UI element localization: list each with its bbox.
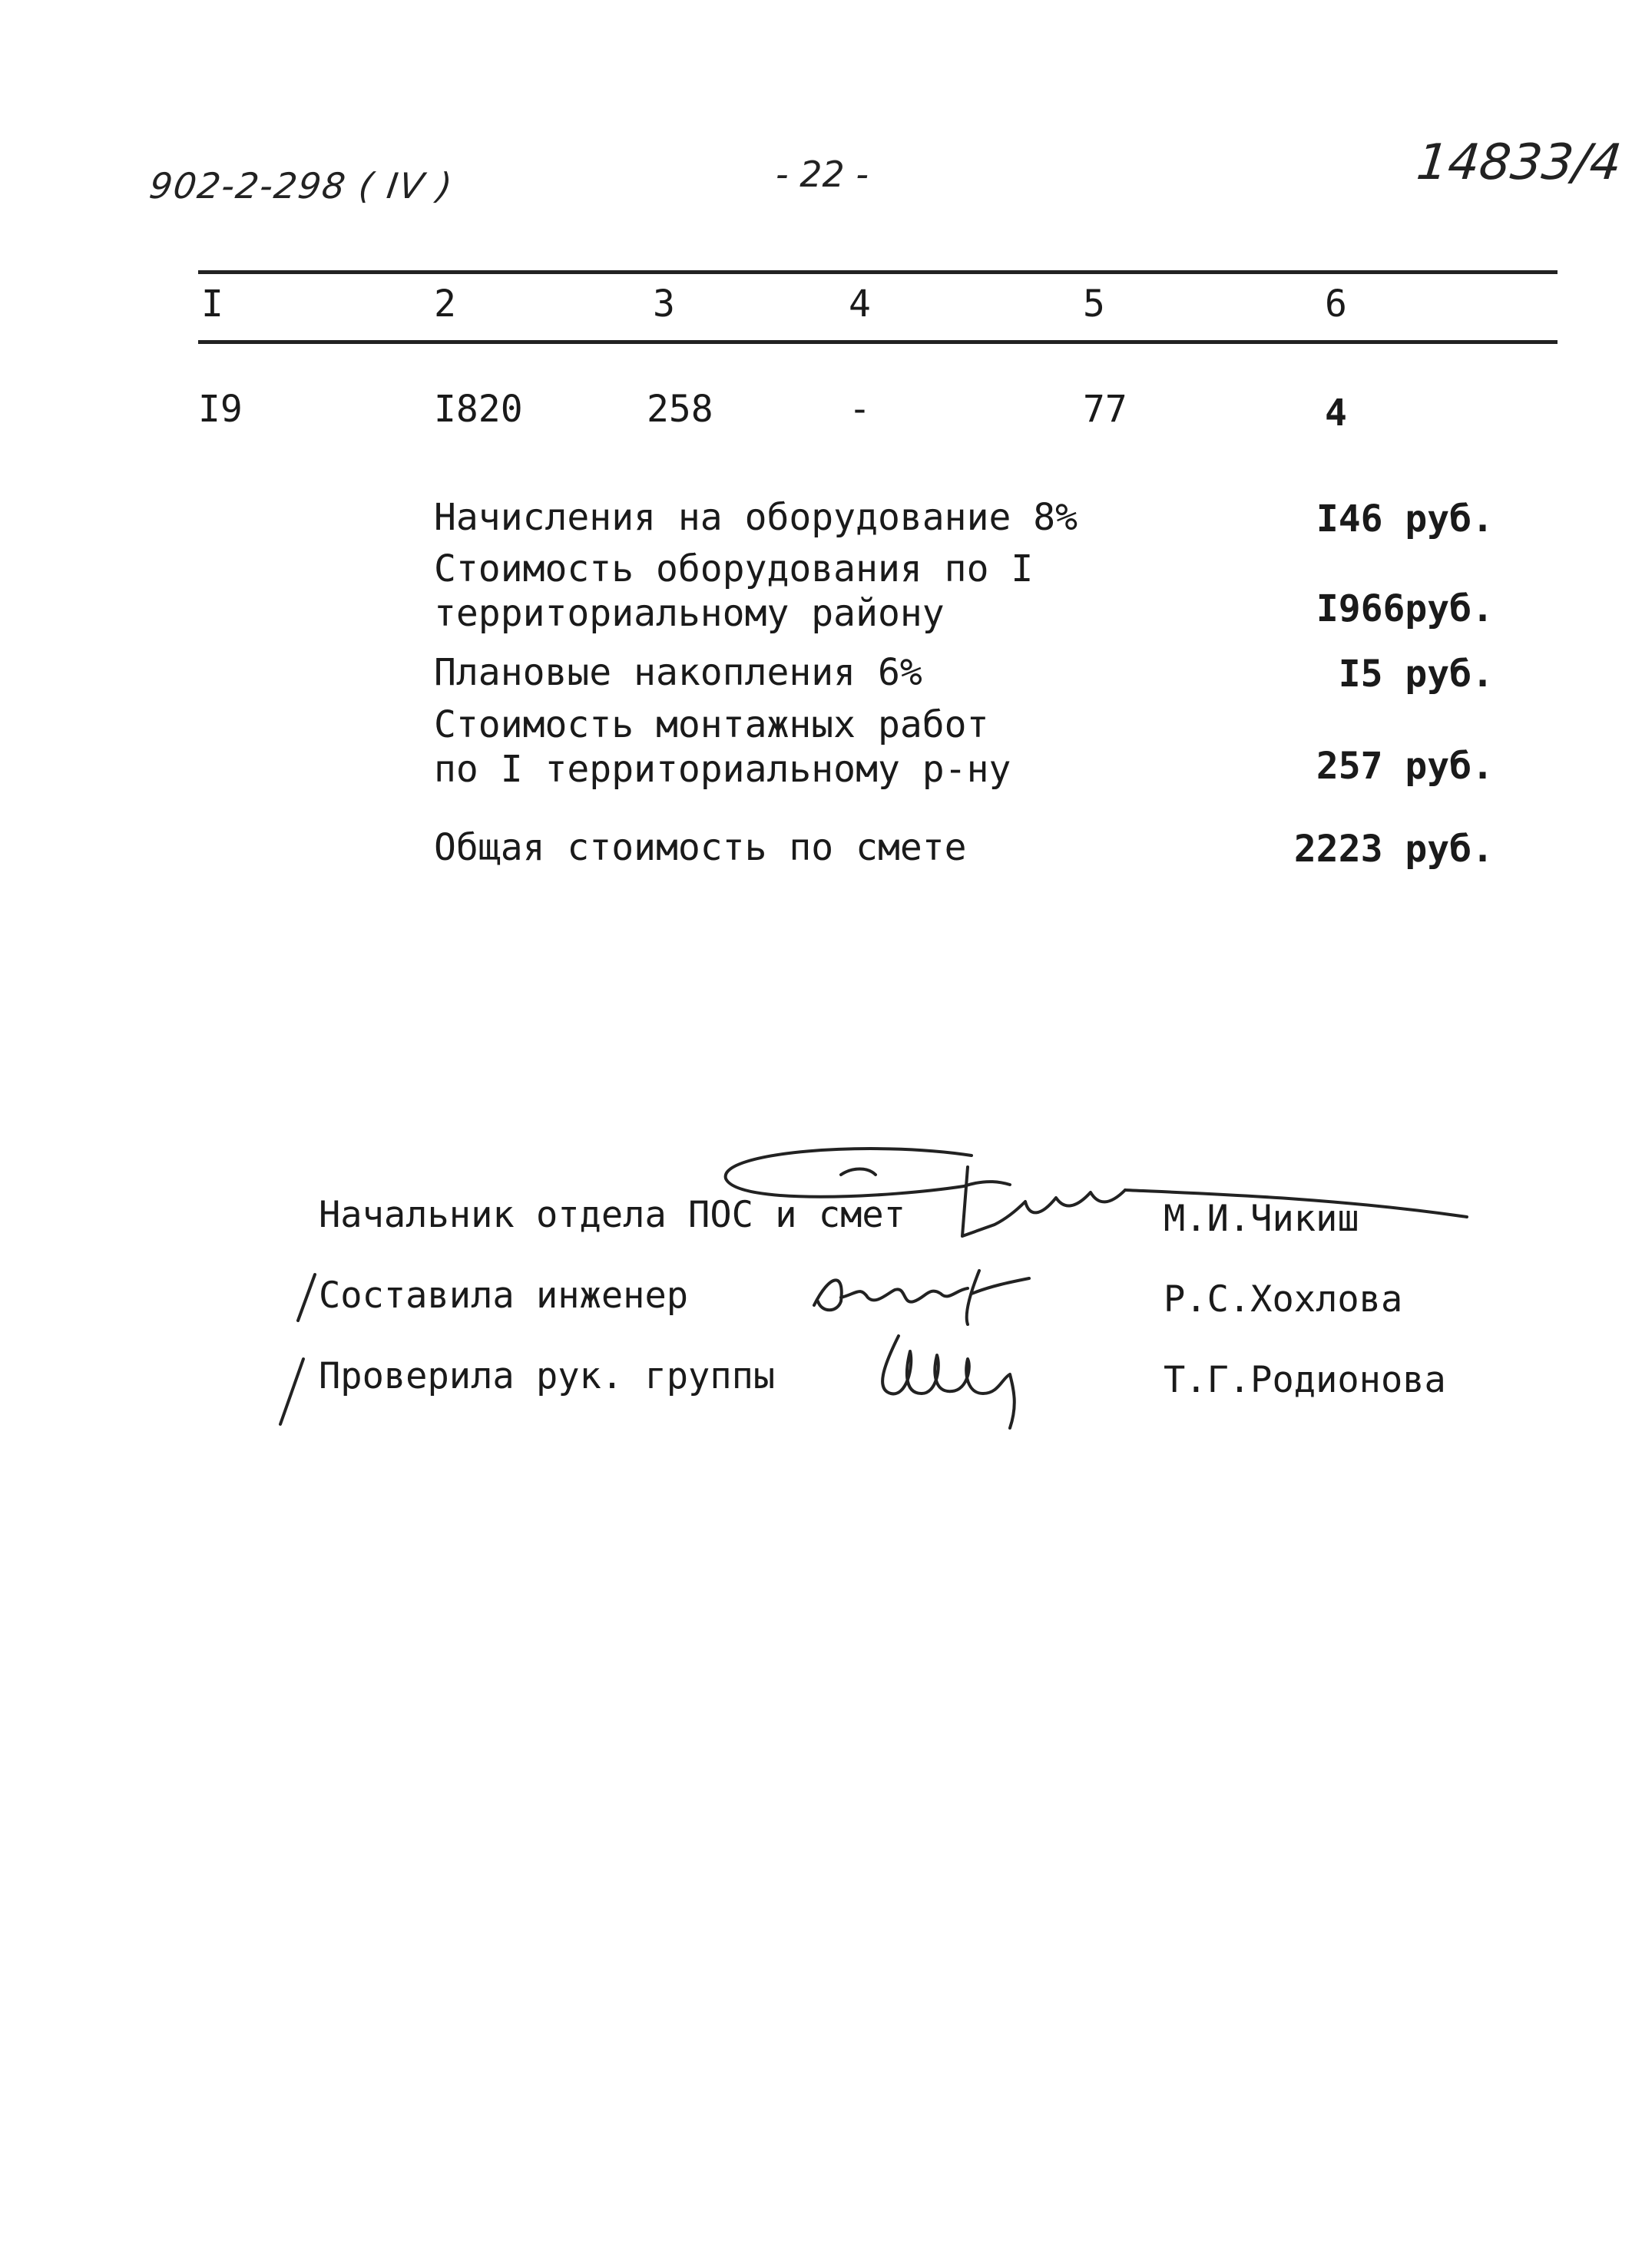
slash-mark: [273, 1351, 319, 1436]
summary-value-equipment-charges: I46 руб.: [1316, 498, 1494, 541]
column-header-4: 4: [849, 283, 871, 326]
engineer-signature: [806, 1259, 1037, 1328]
summary-label-installation-cost: Стоимость монтажных работ по I территориальному р-ну: [434, 703, 1011, 791]
page-number: - 22 -: [776, 154, 869, 195]
summary-value-installation-cost: 257 руб.: [1316, 745, 1494, 788]
signature-name-group-lead: Т.Г.Родионова: [1164, 1359, 1446, 1401]
group-lead-signature: [868, 1321, 1052, 1436]
column-header-6: 6: [1325, 283, 1347, 326]
signature-role-department-head: Начальник отдела ПОС и смет: [319, 1194, 906, 1236]
summary-label-equipment-cost: Стоимость оборудования по I территориальному району: [434, 547, 1034, 635]
signature-name-department-head: М.И.Чикиш: [1164, 1198, 1359, 1240]
table-cell: I820: [434, 388, 523, 431]
table-cell: -: [849, 388, 871, 431]
archive-number: 14833/4: [1414, 134, 1624, 191]
column-header-5: 5: [1083, 283, 1105, 326]
table-cell: 77: [1083, 388, 1127, 431]
table-top-rule: [198, 270, 1558, 274]
column-header-3: 3: [653, 283, 675, 326]
signature-name-engineer: Р.С.Хохлова: [1164, 1278, 1403, 1321]
table-cell: I9: [198, 388, 243, 431]
summary-label-total-cost: Общая стоимость по смете: [434, 826, 967, 869]
summary-value-total-cost: 2223 руб.: [1293, 828, 1494, 871]
summary-value-planned-savings: I5 руб.: [1338, 653, 1494, 696]
table-header-rule: [198, 340, 1558, 344]
signature-role-group-lead: Проверила рук. группы: [319, 1355, 776, 1397]
table-cell: 4: [1325, 392, 1347, 435]
signature-role-engineer: Составила инженер: [319, 1275, 689, 1317]
summary-label-planned-savings: Плановые накопления 6%: [434, 651, 922, 694]
table-cell: 258: [647, 388, 713, 431]
document-code: 902-2-298 ( IV ): [147, 165, 456, 207]
summary-label-equipment-charges: Начисления на оборудование 8%: [434, 496, 1078, 539]
column-header-1: I: [201, 283, 223, 326]
column-header-2: 2: [434, 283, 456, 326]
summary-value-equipment-cost: I966руб.: [1316, 587, 1494, 630]
